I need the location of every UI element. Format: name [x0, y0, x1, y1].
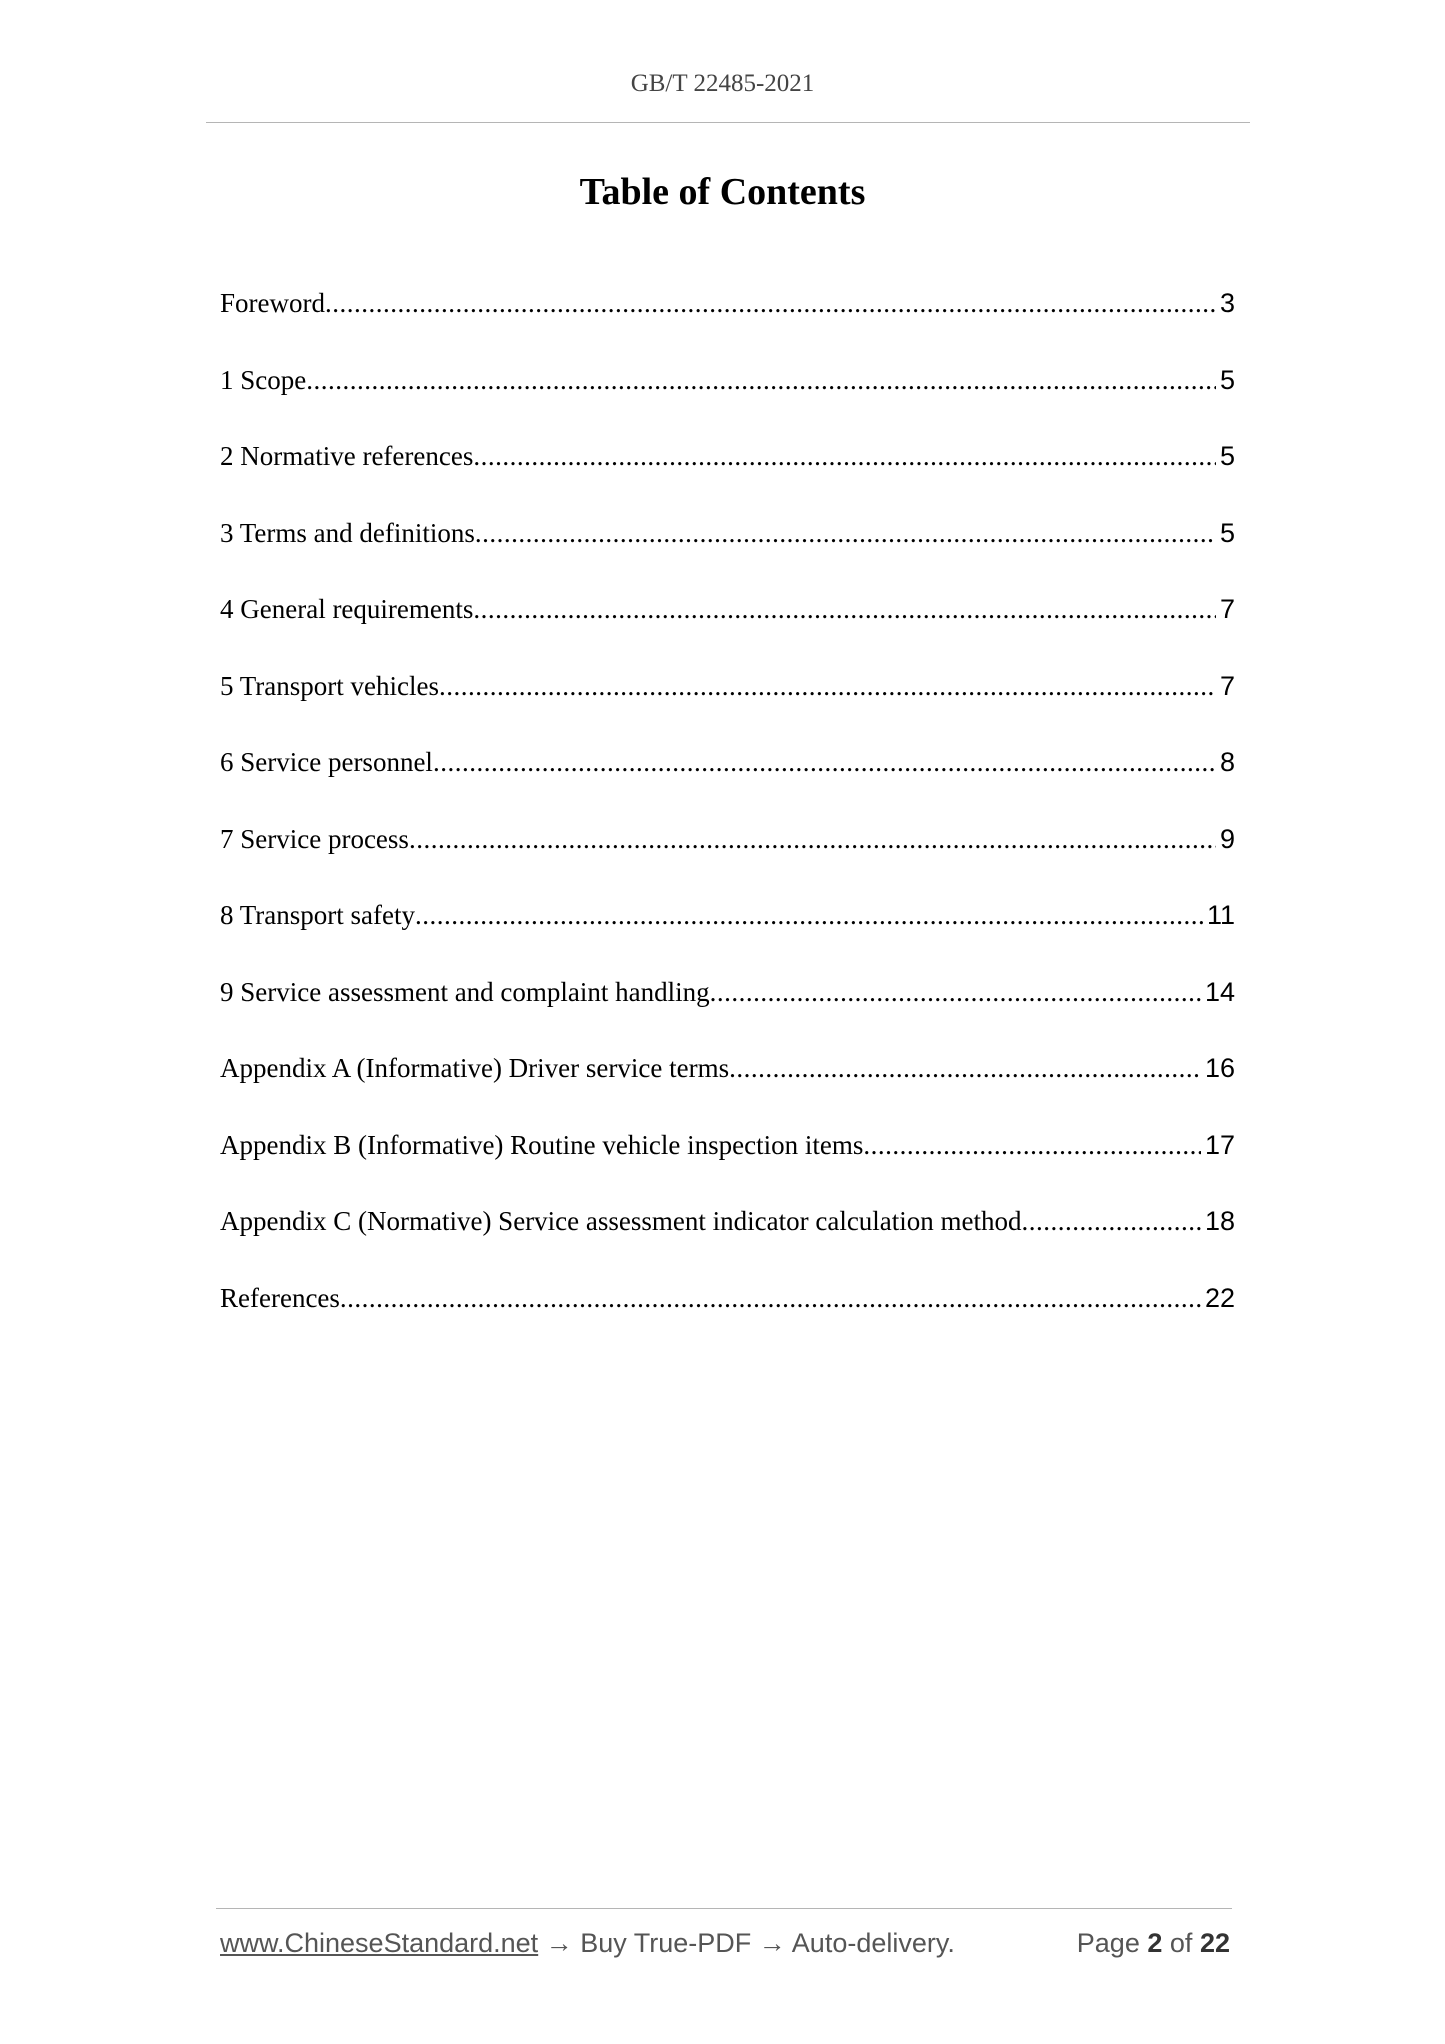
- toc-dot-leader: [1022, 1206, 1201, 1237]
- toc-dot-leader: [863, 1130, 1201, 1161]
- toc-entry-service-assessment[interactable]: [220, 977, 1235, 1054]
- toc-entry-page: 7: [1219, 670, 1235, 701]
- toc-list: [220, 288, 1235, 1359]
- toc-entry-label: References: [220, 1282, 340, 1313]
- toc-dot-leader: [475, 518, 1216, 549]
- toc-entry-label: Foreword: [220, 288, 325, 318]
- toc-entry-page: 11: [1206, 900, 1235, 930]
- toc-entry-page: 14: [1204, 976, 1235, 1007]
- toc-entry-page: 18: [1204, 1206, 1235, 1236]
- header-divider: [206, 122, 1250, 123]
- toc-entry-label: 8 Transport safety: [220, 900, 415, 930]
- page-footer: [220, 1928, 1230, 1959]
- toc-dot-leader: [439, 671, 1216, 702]
- toc-entry-label: 4 General requirements: [220, 594, 474, 624]
- page-of: of: [1169, 1928, 1193, 1958]
- toc-entry-page: 3: [1219, 288, 1235, 318]
- toc-dot-leader: [340, 1283, 1201, 1314]
- toc-entry-normative-references[interactable]: [220, 441, 1235, 518]
- toc-entry-label: 6 Service personnel: [220, 747, 433, 777]
- toc-entry-references[interactable]: [220, 1283, 1235, 1360]
- toc-entry-service-personnel[interactable]: [220, 747, 1235, 824]
- page-title: Table of Contents: [579, 171, 866, 213]
- toc-entry-label: Appendix C (Normative) Service assessment indicator calculation method: [220, 1206, 1022, 1236]
- page-number: [1077, 1928, 1230, 1959]
- auto-delivery-text: Auto-delivery.: [791, 1928, 955, 1958]
- toc-entry-appendix-a[interactable]: [220, 1053, 1235, 1130]
- toc-dot-leader: [325, 288, 1216, 319]
- toc-entry-page: 5: [1219, 364, 1235, 395]
- toc-entry-label: Appendix B (Informative) Routine vehicle inspection items: [220, 1129, 864, 1160]
- page-total: 22: [1199, 1928, 1230, 1958]
- buy-true-pdf-text: Buy True-PDF: [580, 1928, 752, 1958]
- toc-entry-page: 9: [1219, 823, 1235, 854]
- arrow-right-icon: →: [758, 1928, 786, 1958]
- toc-entry-scope[interactable]: [220, 365, 1235, 442]
- footer-divider: [216, 1908, 1232, 1909]
- toc-entry-label: 1 Scope: [220, 364, 307, 395]
- toc-entry-label: 2 Normative references: [220, 441, 474, 471]
- toc-entry-general-requirements[interactable]: [220, 594, 1235, 671]
- toc-dot-leader: [473, 594, 1216, 625]
- toc-entry-label: 5 Transport vehicles: [220, 670, 439, 701]
- toc-dot-leader: [710, 977, 1201, 1008]
- toc-dot-leader: [729, 1053, 1201, 1084]
- toc-entry-page: 16: [1204, 1053, 1235, 1083]
- toc-entry-label: 7 Service process: [220, 823, 409, 854]
- toc-dot-leader: [306, 365, 1216, 396]
- toc-entry-appendix-b[interactable]: [220, 1130, 1235, 1207]
- toc-dot-leader: [415, 900, 1203, 931]
- toc-dot-leader: [473, 441, 1216, 472]
- toc-entry-page: 8: [1219, 747, 1235, 777]
- page-current: 2: [1147, 1928, 1163, 1958]
- toc-dot-leader: [409, 824, 1216, 855]
- toc-entry-page: 5: [1219, 517, 1235, 548]
- page-header-doc-id: GB/T 22485-2021: [630, 70, 815, 97]
- toc-entry-label: Appendix A (Informative) Driver service terms: [220, 1053, 730, 1083]
- arrow-right-icon: →: [545, 1928, 573, 1958]
- toc-entry-transport-safety[interactable]: [220, 900, 1235, 977]
- toc-entry-page: 7: [1219, 594, 1235, 624]
- page-word: Page: [1076, 1928, 1140, 1958]
- toc-entry-page: 5: [1219, 441, 1235, 471]
- footer-promo: [220, 1928, 955, 1959]
- toc-entry-service-process[interactable]: [220, 824, 1235, 901]
- toc-entry-label: 9 Service assessment and complaint handling: [220, 976, 710, 1007]
- toc-dot-leader: [433, 747, 1216, 778]
- website-link[interactable]: www.ChineseStandard.net: [220, 1928, 539, 1958]
- toc-entry-appendix-c[interactable]: [220, 1206, 1235, 1283]
- toc-entry-transport-vehicles[interactable]: [220, 671, 1235, 748]
- toc-entry-page: 22: [1204, 1282, 1235, 1313]
- toc-entry-foreword[interactable]: [220, 288, 1235, 365]
- toc-entry-terms-and-definitions[interactable]: [220, 518, 1235, 595]
- toc-entry-label: 3 Terms and definitions: [220, 517, 475, 548]
- toc-entry-page: 17: [1204, 1129, 1235, 1160]
